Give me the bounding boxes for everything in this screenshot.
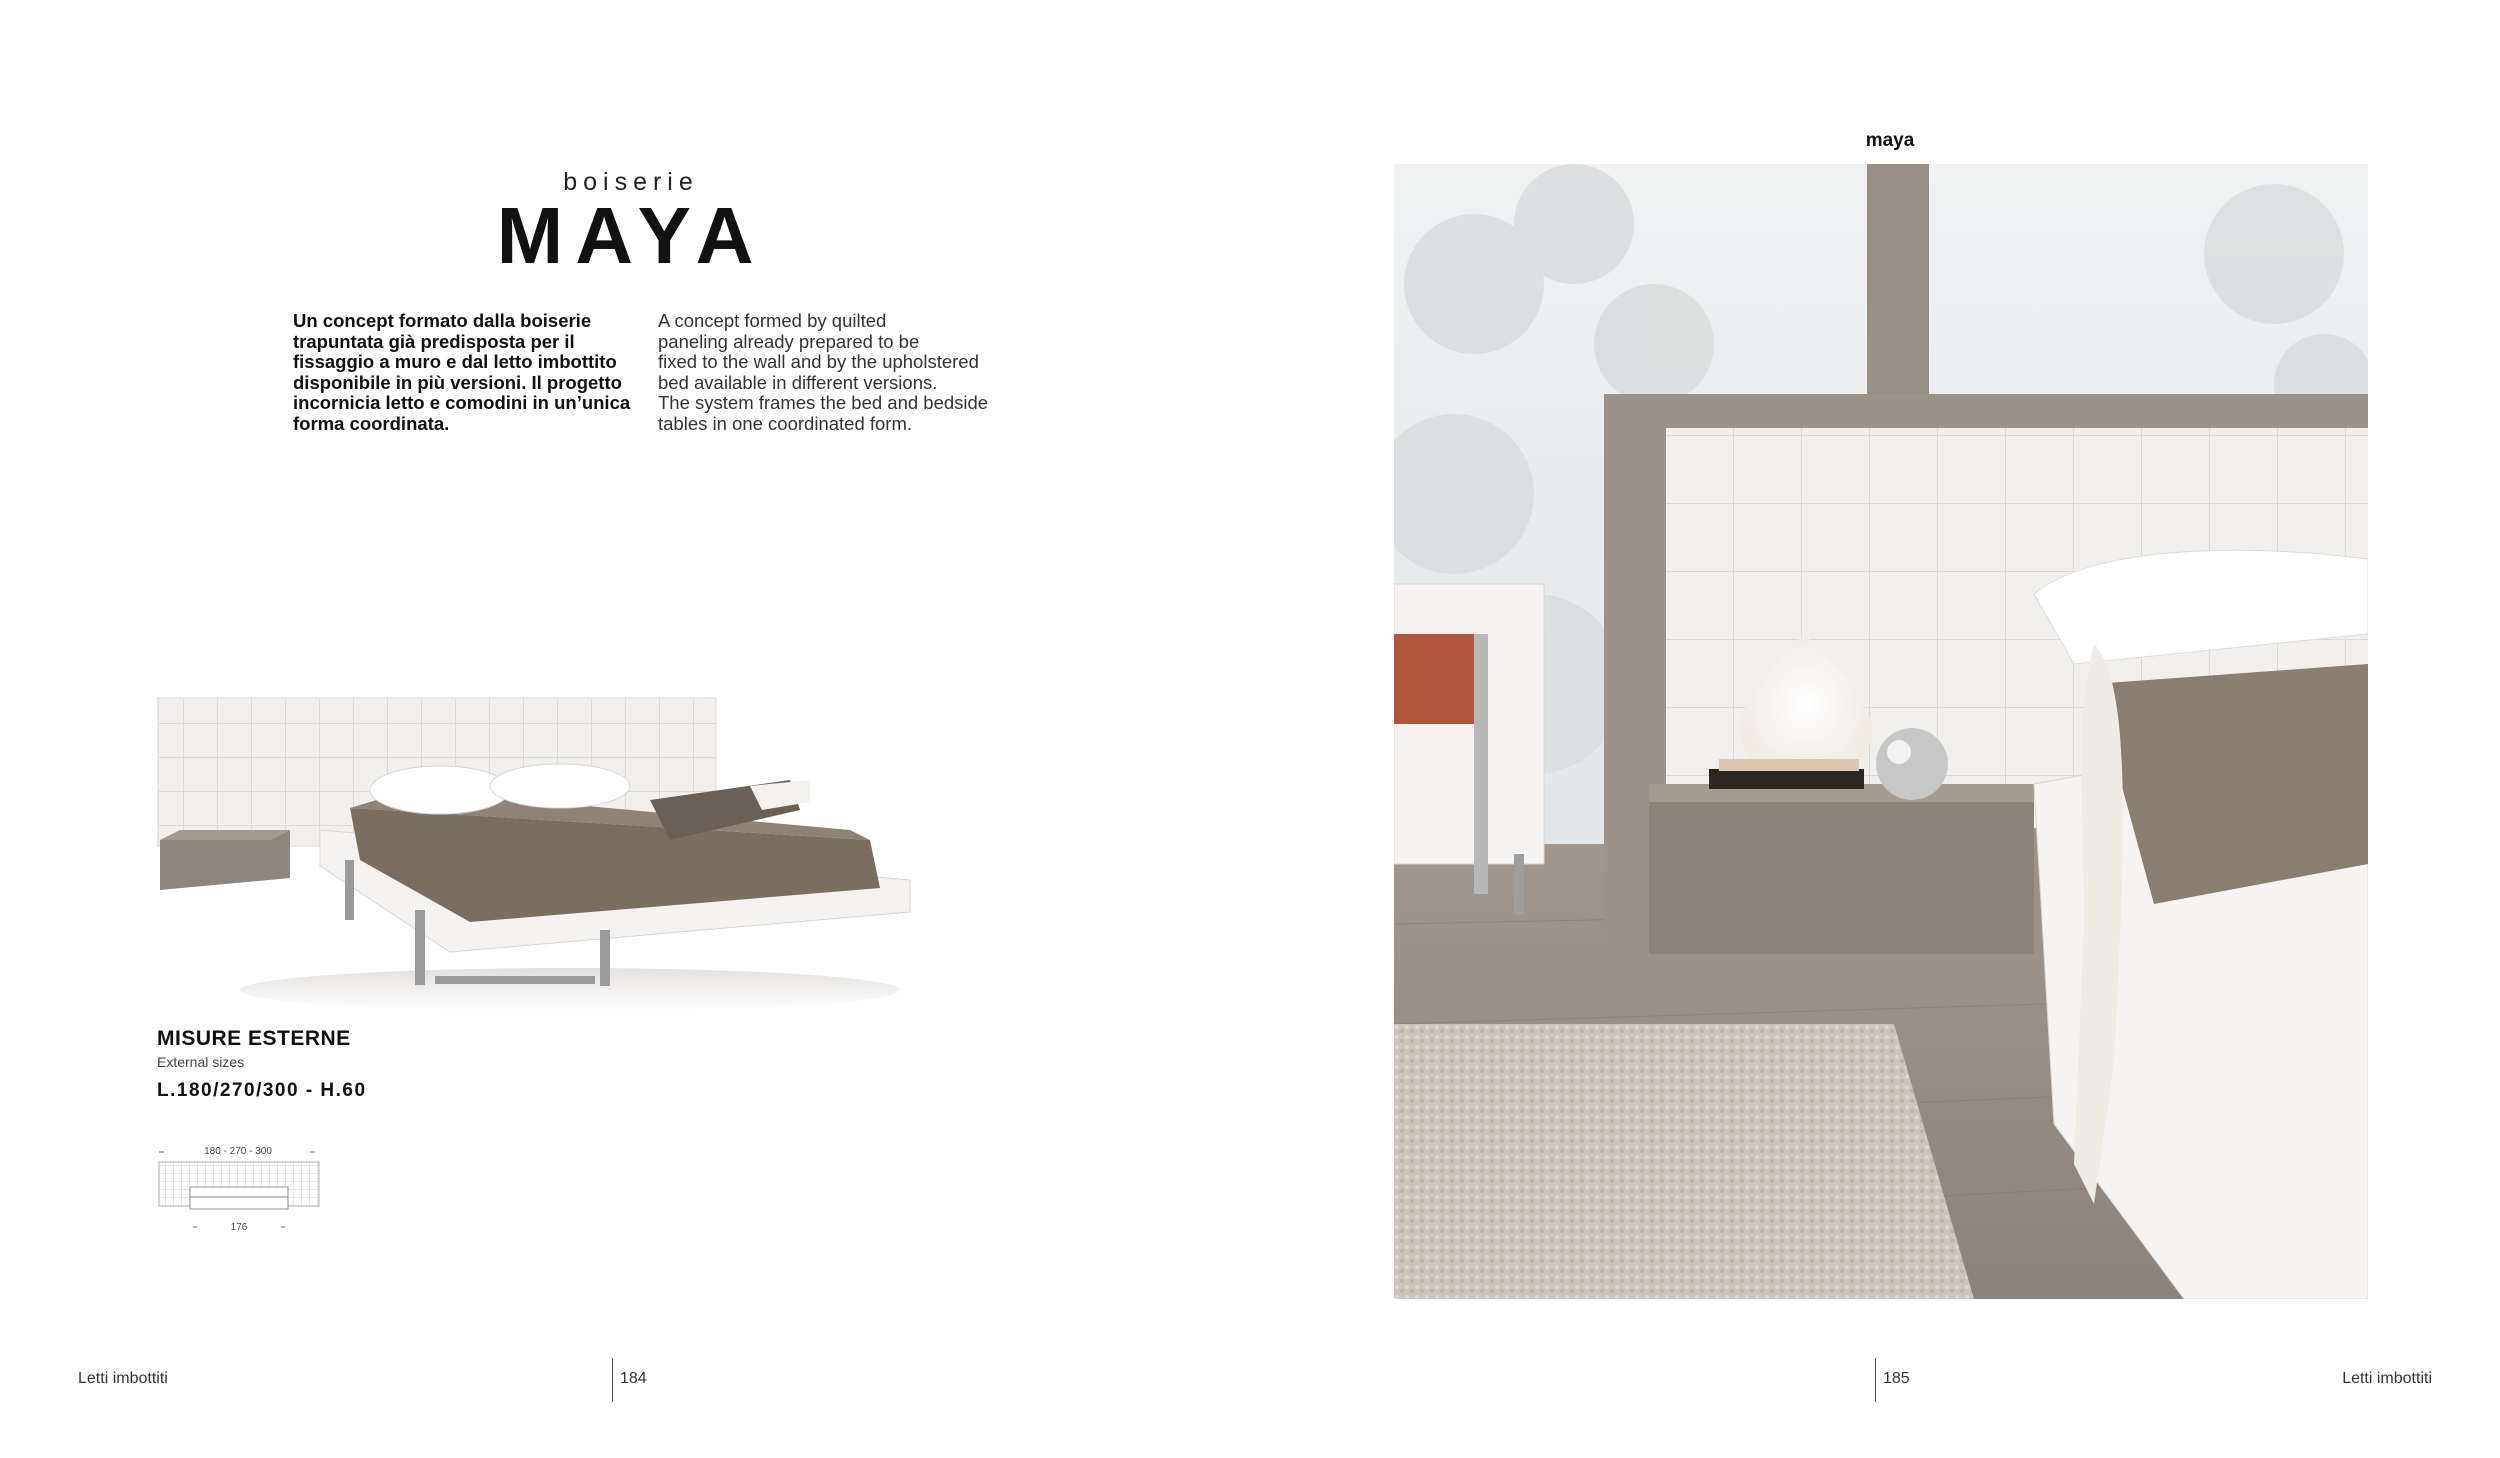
description-english: A concept formed by quilted paneling already prepared to be fixed to the wall and by the upholstered bed available in different versions. The system frames the bed and bedside tables in one coordinated form. [658,310,989,434]
photo-caption: maya [1865,130,1915,151]
sizes-subheading: External sizes [157,1054,245,1070]
description-italian: Un concept formato dalla boiserie trapuntata già predisposta per il fissaggio a muro e dal letto imbottito disponibile in più versioni. Il progetto incornicia letto e comodini in un’unica forma coordinata. [293,310,631,434]
page-number-right: 185 [1883,1370,1910,1387]
bed-product-image [150,690,930,1020]
footer-divider-left [612,1358,613,1402]
room-photo [1394,164,2368,1299]
diagram-bed-label: 176 [230,1222,248,1233]
product-title: MAYA [496,191,766,280]
product-subtitle: boiserie [563,168,699,196]
page-number-left: 184 [620,1370,647,1387]
footer-section-left: Letti imbottiti [78,1370,168,1387]
footer-section-right: Letti imbottiti [2342,1370,2432,1387]
diagram-width-label: 180 - 270 - 300 [204,1146,272,1157]
sizes-heading: MISURE ESTERNE [157,1027,351,1050]
dimension-diagram [150,1142,330,1238]
sizes-value: L.180/270/300 - H.60 [157,1080,367,1101]
footer-divider-right [1875,1358,1876,1402]
